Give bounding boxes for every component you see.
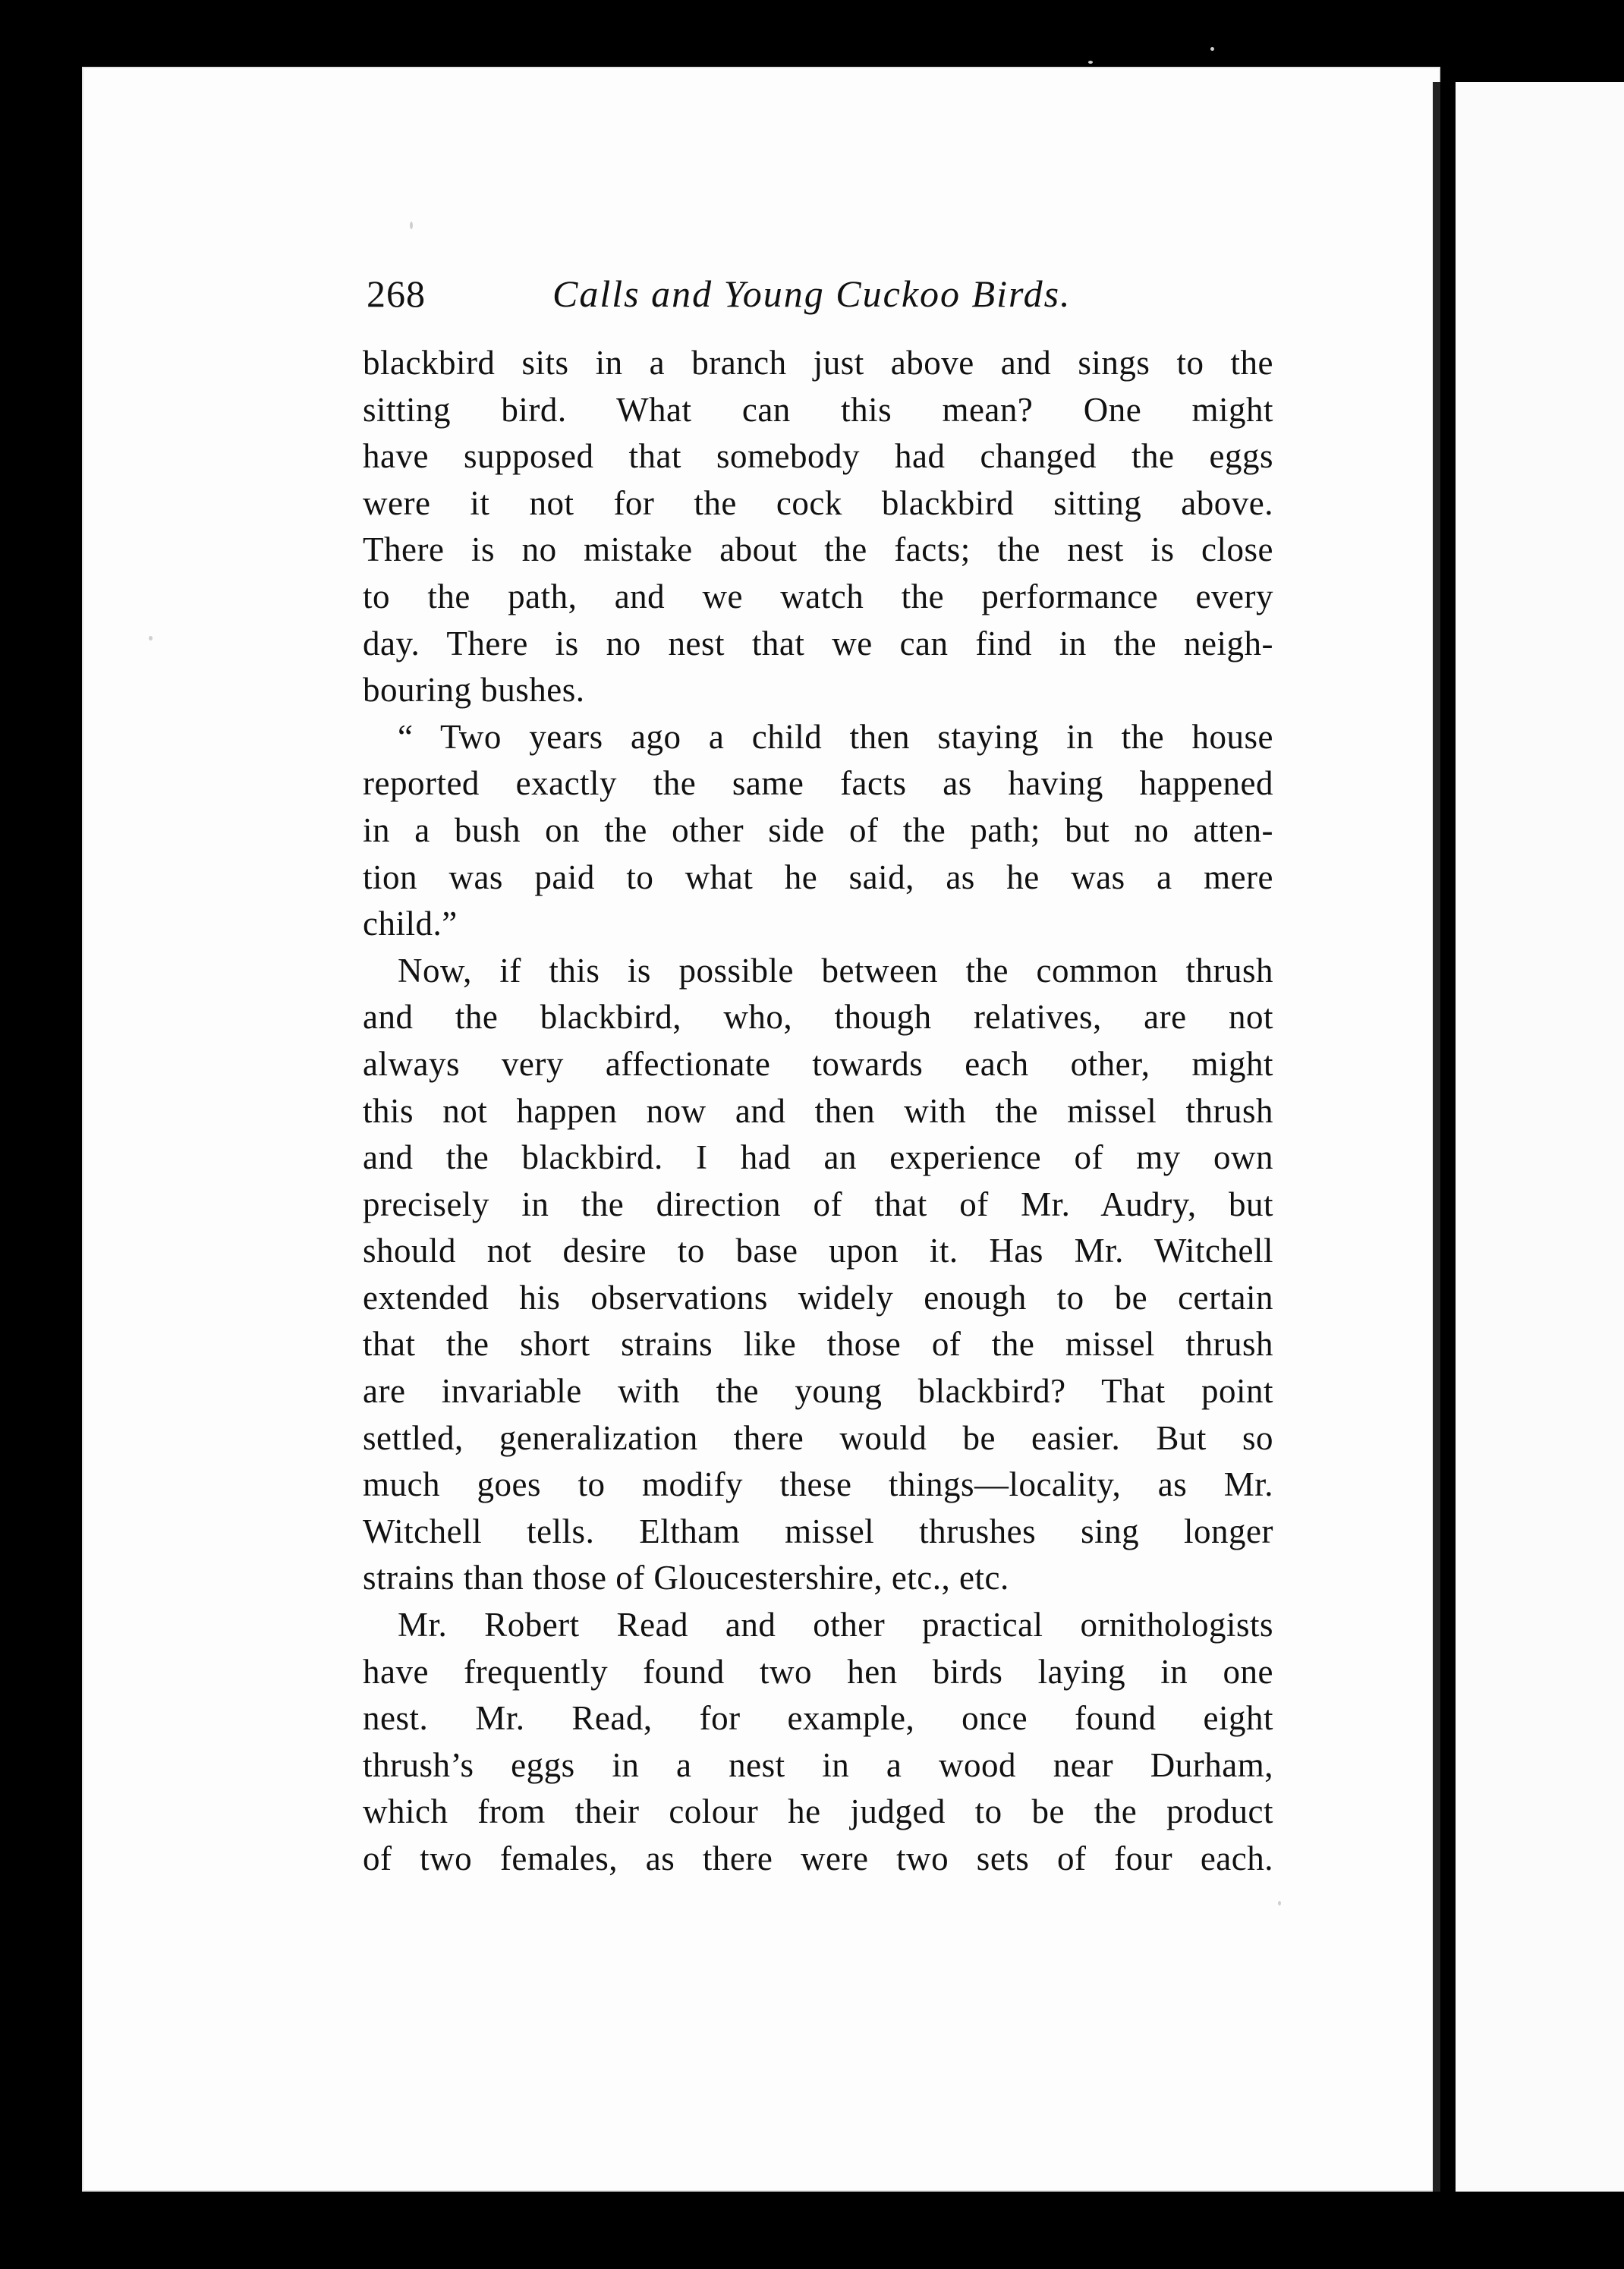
text-line: Witchell tells. Eltham missel thrushes sing longer bbox=[363, 1512, 1273, 1550]
text-line: Mr. Robert Read and other practical ornithologists bbox=[398, 1606, 1273, 1644]
text-line: Now, if this is possible between the common thrush bbox=[398, 951, 1273, 990]
dust-speck bbox=[410, 222, 413, 229]
text-line: thrush’s eggs in a nest in a wood near Durham, bbox=[363, 1745, 1273, 1784]
text-line: extended his observations widely enough to be certain bbox=[363, 1278, 1273, 1317]
text-line: reported exactly the same facts as having happened bbox=[363, 764, 1273, 803]
text-line: sitting bird. What can this mean? One might bbox=[363, 390, 1273, 429]
text-line: always very affectionate towards each other, might bbox=[363, 1044, 1273, 1083]
text-line: day. There is no nest that we can find in the neigh- bbox=[363, 624, 1273, 662]
text-line: “ Two years ago a child then staying in the house bbox=[398, 717, 1273, 756]
text-line: tion was paid to what he said, as he was a mere bbox=[363, 858, 1273, 896]
body-text bbox=[363, 340, 1273, 1883]
text-line: bouring bushes. bbox=[363, 671, 585, 710]
dust-speck bbox=[1278, 1901, 1281, 1906]
page-gutter bbox=[1433, 82, 1440, 2192]
text-line: in a bush on the other side of the path; but no atten- bbox=[363, 810, 1273, 849]
paragraph-4 bbox=[363, 1602, 1273, 1883]
text-line: strains than those of Gloucestershire, etc., etc. bbox=[363, 1559, 1009, 1597]
text-line: precisely in the direction of that of Mr. Audry, but bbox=[363, 1185, 1273, 1223]
running-title: Calls and Young Cuckoo Birds. bbox=[552, 272, 1072, 315]
dust-speck bbox=[1088, 61, 1093, 64]
text-line: settled, generalization there would be easier. But so bbox=[363, 1418, 1273, 1457]
text-line: blackbird sits in a branch just above and sings to the bbox=[363, 344, 1273, 382]
text-line: this not happen now and then with the missel thrush bbox=[363, 1091, 1273, 1130]
paragraph-3 bbox=[363, 948, 1273, 1602]
text-line: much goes to modify these things—locality, as Mr. bbox=[363, 1465, 1273, 1504]
text-line: and the blackbird, who, though relatives, are not bbox=[363, 998, 1273, 1037]
text-line: are invariable with the young blackbird? That point bbox=[363, 1372, 1273, 1411]
facing-page-edge bbox=[1456, 82, 1624, 2192]
page-number: 268 bbox=[367, 272, 426, 315]
text-line: should not desire to base upon it. Has Mr. Witchell bbox=[363, 1232, 1273, 1270]
paragraph-2 bbox=[363, 714, 1273, 948]
text-line: and the blackbird. I had an experience of my own bbox=[363, 1138, 1273, 1177]
page-header bbox=[367, 272, 1125, 325]
dust-speck bbox=[149, 636, 153, 640]
text-line: of two females, as there were two sets of four each. bbox=[363, 1839, 1273, 1877]
dust-speck bbox=[1210, 47, 1214, 51]
paragraph-1 bbox=[363, 340, 1273, 714]
text-line: nest. Mr. Read, for example, once found eight bbox=[363, 1699, 1273, 1738]
text-line: have frequently found two hen birds laying in one bbox=[363, 1652, 1273, 1691]
text-line: child.” bbox=[363, 905, 458, 943]
text-line: which from their colour he judged to be the product bbox=[363, 1792, 1273, 1831]
text-line: to the path, and we watch the performance every bbox=[363, 577, 1273, 615]
text-line: were it not for the cock blackbird sitting above. bbox=[363, 483, 1273, 522]
text-line: There is no mistake about the facts; the nest is close bbox=[363, 530, 1273, 569]
text-line: have supposed that somebody had changed the eggs bbox=[363, 437, 1273, 476]
text-line: that the short strains like those of the missel thrush bbox=[363, 1325, 1273, 1364]
